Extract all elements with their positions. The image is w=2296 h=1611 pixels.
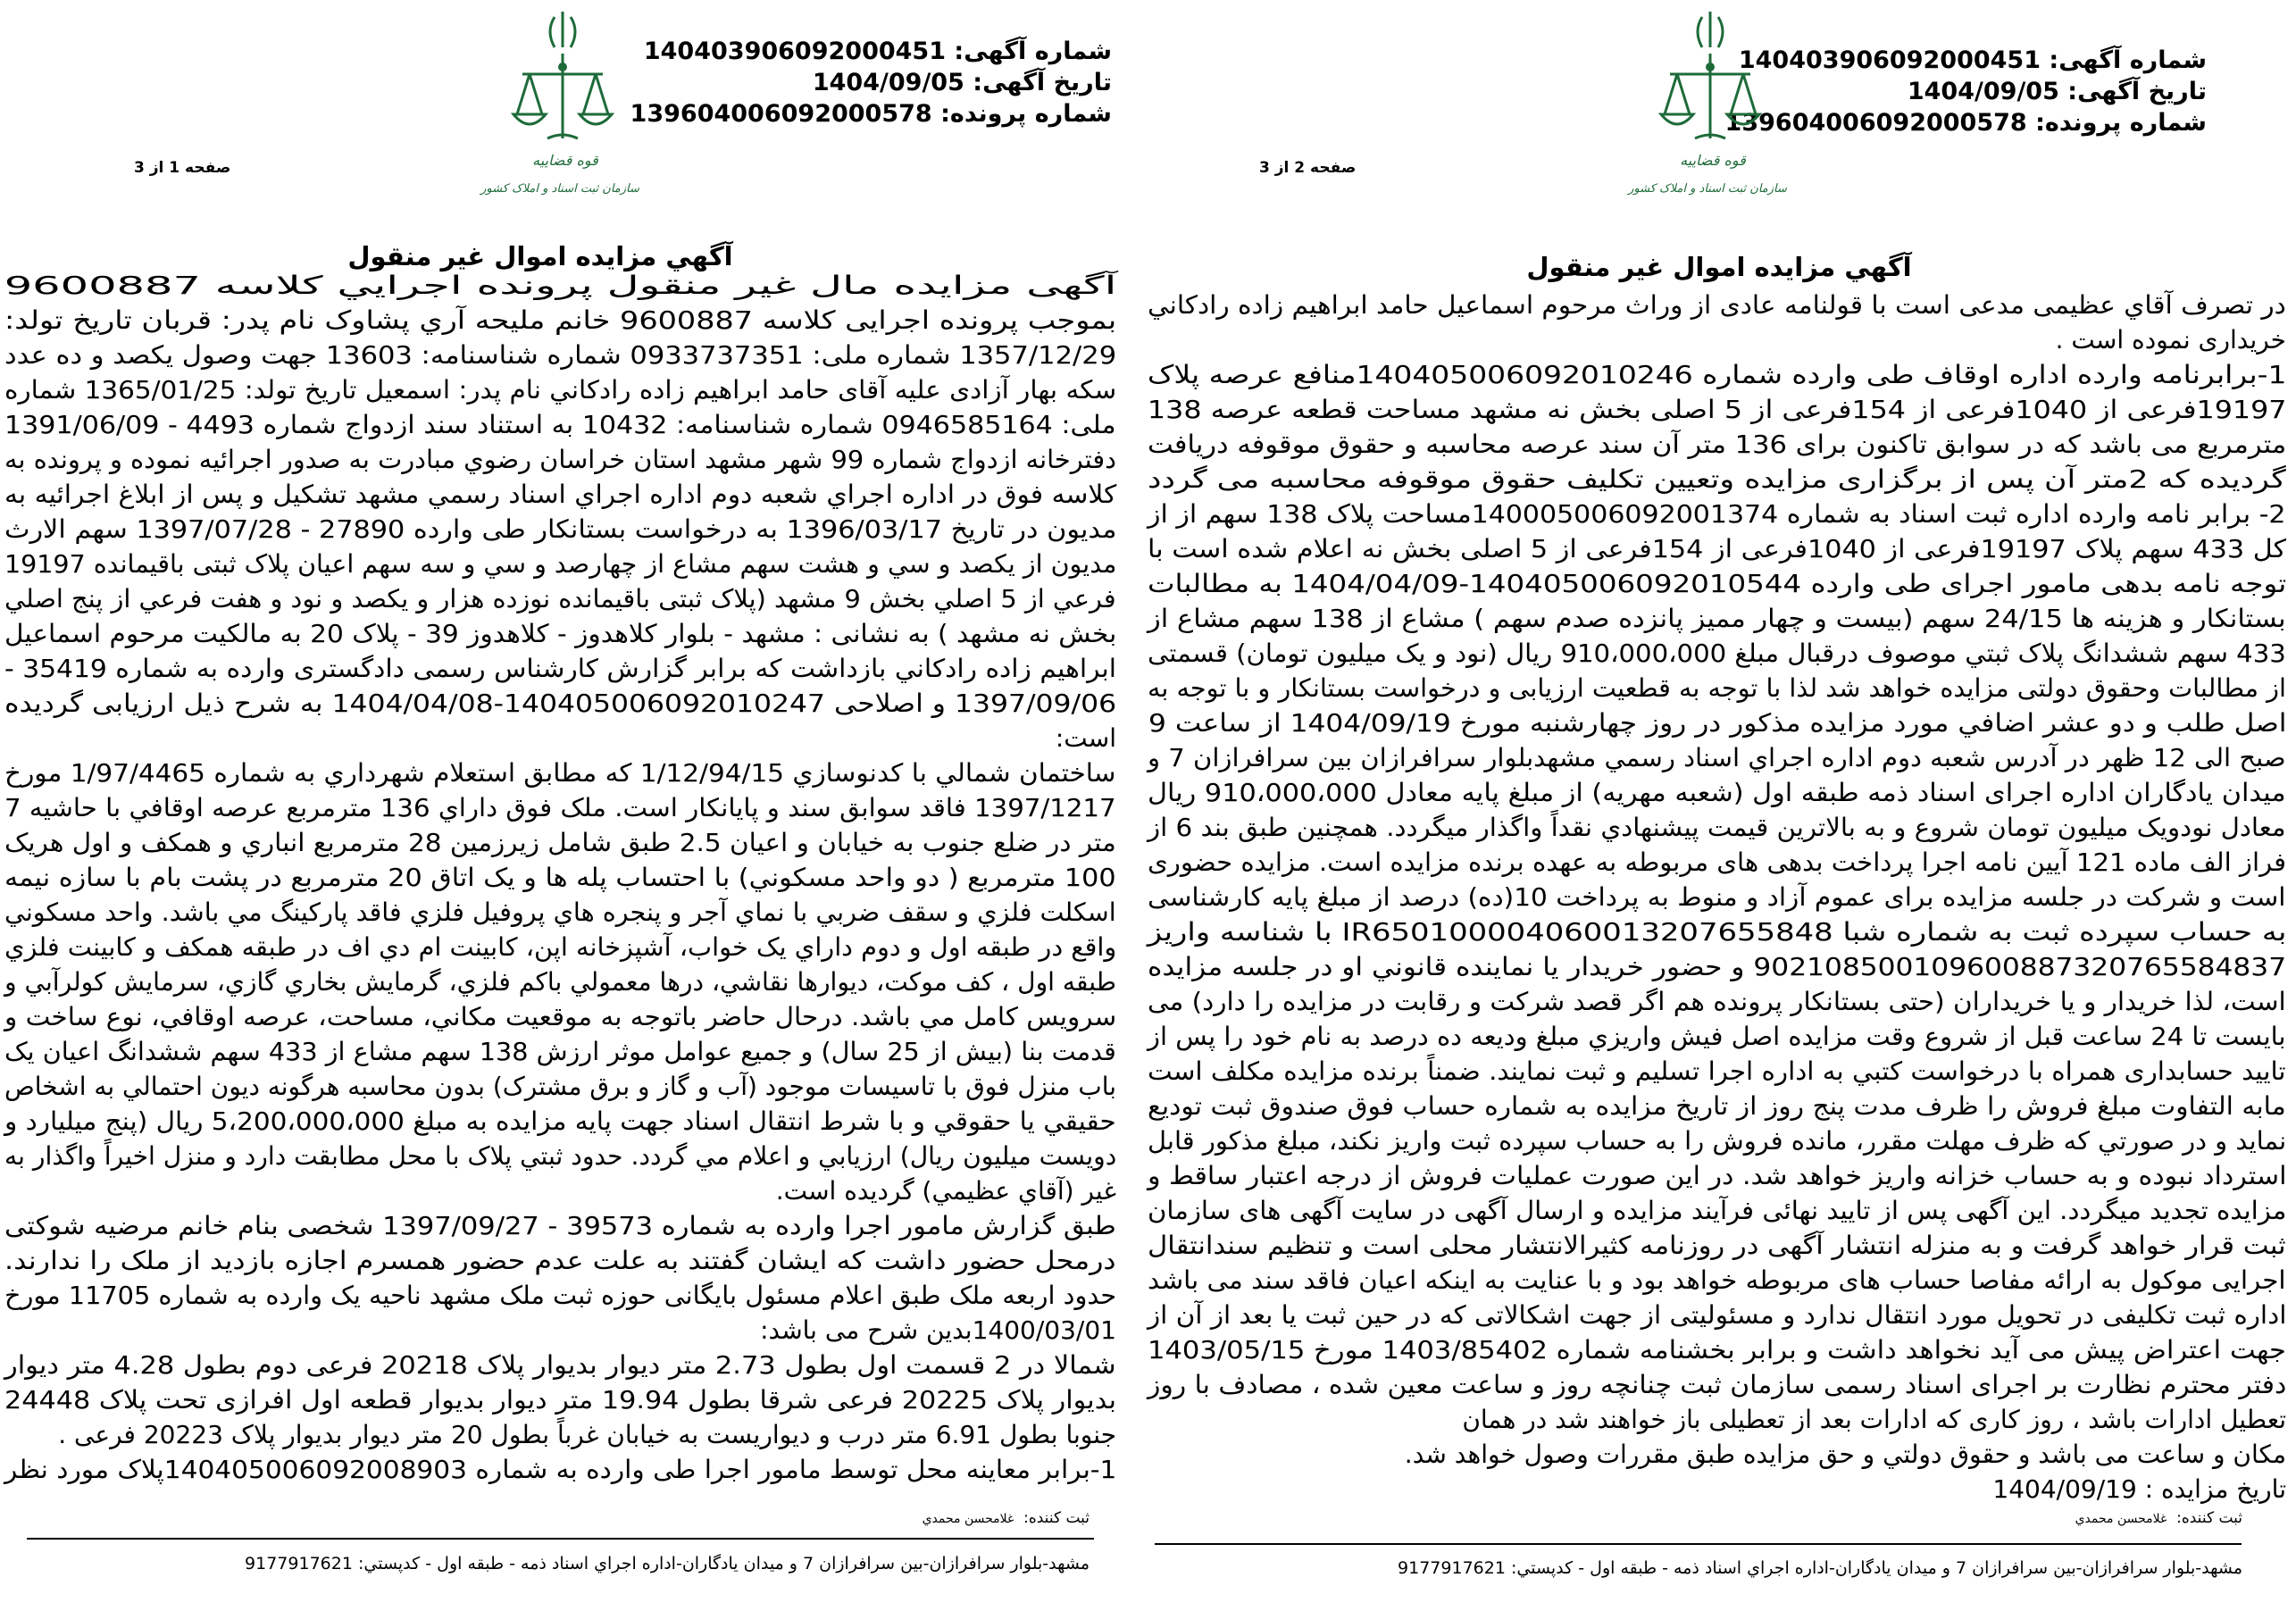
text-line-content: متر در ضلع جنوب به خيابان و اعيان 2.5 طبق شامل زيرزمين 28 مترمربع انباري و همکف و اول هريک [4, 828, 1116, 857]
text-line-content: 1-برابرنامه وارده اداره اوقاف طی وارده شماره 140405006092010246منافع عرصه پلاک [1147, 360, 2286, 389]
text-line [4, 1278, 1116, 1313]
registrar: ثبت کننده: غلامحسن محمدي [922, 1509, 1090, 1527]
text-line [4, 1382, 1116, 1417]
text-line-content: نمايد و در صورتي که ظرف مهلت مقرر، مانده فروش را به حساب سپرده ثبت واريز نکند، مبلغ مذکور قابل [1147, 1126, 2286, 1156]
text-line [1148, 288, 2286, 322]
text-line-content: جنوبا بطول 6.91 متر درب و ديواريست به خيابان غرباً بطول 20 متر ديوار بديوار پلاک 20223 فرعی . [58, 1420, 1116, 1449]
office-address: مشهد-بلوار سرافرازان-بين سرافرازان 7 و ميدان يادگاران-اداره اجراي اسناد ذمه - طبقه اول - کدپستي: 9177917621 [245, 1554, 1090, 1573]
text-line [1148, 1158, 2286, 1193]
svg-text:قوه قضاییه: قوه قضاییه [532, 152, 598, 169]
text-line [1148, 497, 2286, 531]
ad-date: تاریخ آگهی: 1404/09/05 [812, 69, 1112, 96]
text-line [4, 825, 1116, 860]
footer-divider [27, 1538, 1094, 1540]
svg-text:قوه قضاییه: قوه قضاییه [1680, 152, 1746, 169]
text-line-content: 1357/12/29 شماره ملی: 0933737351 شماره شناسنامه: 13603 جهت وصول يکصد و ده عدد [4, 340, 1116, 370]
text-line-content: بستانکار و هزينه ها 24/15 سهم (بيست و چهار مميز پانزده صدم سهم ) مشاع از 138 سهم مشاع از [1148, 604, 2286, 633]
page-number: صفحه 1 از 3 [134, 159, 231, 177]
file-number: شماره پرونده: 139604006092000578 [1724, 109, 2207, 137]
text-line [4, 616, 1116, 651]
text-line [4, 721, 1116, 755]
text-line-content: مزايده تجديد ميگردد. اين آگهی پس از تاييد نهائی فرآيند مزايده و ارسال آگهی در سايت آگهی های سازمان [1147, 1196, 2286, 1225]
text-line-content: 100 مترمربع ( دو واحد مسکوني) با احتساب پله ها و يک اتاق 20 مترمربع در پشت بام با سازه نيمه [4, 863, 1116, 892]
text-line [4, 895, 1116, 930]
text-line-content: غير (آقاي عظيمي) گرديده است. [775, 1176, 1116, 1206]
text-line-content: اسکلت فلزي و سقف ضربي با نماي آجر و پنجره هاي پروفيل فلزي فاقد پارکينگ مي باشد. واحد مسکوني [4, 897, 1116, 927]
text-line-content: سرويس کامل مي باشد. درحال حاضر باتوجه به موقعيت مکاني، مساحت، عرصه اوقافي، نوع ساخت و [4, 1002, 1116, 1031]
text-line-content: 1-برابر معاينه محل توسط مامور اجرا طی وارده به شماره 140405006092008903پلاک مورد نظر [4, 1455, 1116, 1484]
text-line [4, 1452, 1116, 1487]
text-line [4, 860, 1116, 895]
text-line [1148, 671, 2286, 705]
text-line [4, 1069, 1116, 1104]
text-line-content: آگهی مزايده مال غير منقول پرونده اجرايي کلاسه 9600887 [4, 271, 1116, 300]
text-line-content: طبقه اول ، کف موکت، ديوارها نقاشي، درها معمولي باکم فلزي، گرمايش بخاري گازي، سرمايش کولرآبي و [4, 967, 1116, 997]
text-line [4, 1173, 1116, 1208]
text-line [1148, 984, 2286, 1019]
text-line-content: مديون از يکصد و سي و هشت سهم مشاع از چهارصد و سي و سه سهم اعيان پلاک ثبتی باقيمانده 19197 [4, 549, 1116, 579]
text-line [1148, 775, 2286, 810]
text-line [1148, 392, 2286, 427]
text-line-content: به حساب سپرده ثبت به شماره شبا IR650100004060013207655848 با شناسه واريز [1147, 917, 2286, 947]
text-line [1148, 880, 2286, 914]
text-line-content: است و شرکت در جلسه مزايده برای عموم آزاد و منوط به پرداخت 10(ده) درصد از مبلغ پايه کارشناسی [1148, 882, 2286, 912]
notice-body [1148, 288, 2286, 1507]
text-line-content: فراز الف ماده 121 آيين نامه اجرا پرداخت بدهی های مربوطه به عهده برنده مزايده است. مزايده حضوری [1147, 847, 2286, 877]
text-line [1148, 949, 2286, 984]
text-line-content: بخش نه مشهد ) به نشانی : مشهد - بلوار کلاهدوز - کلاهدوز 39 - پلاک 20 به مالکيت مرحوم اسماعيل [4, 619, 1116, 648]
text-line [4, 1313, 1116, 1348]
text-line-content: اصل طلب و دو عشر اضافي مورد مزايده مذکور در روز چهارشنبه مورخ 1404/09/19 از ساعت 9 [1148, 708, 2286, 738]
text-line-content: کلاسه فوق در اداره اجراي شعبه دوم اداره اجراي اسناد رسمي مشهد تشکيل و پس از ابلاغ اجرائيه به [4, 480, 1116, 509]
judiciary-emblem-logo [480, 4, 639, 205]
text-line-content: دفترخانه ازدواج شماره 99 شهر مشهد استان خراسان رضوي مبادرت به صدور اجرائيه نموده و پرونده به [4, 445, 1116, 474]
text-line-content: دفتر محترم نظارت بر اجرای اسناد رسمی سازمان ثبت چنانچه روز و ساعت معين شده ، مصادف با روز [1147, 1370, 2286, 1399]
text-line [1148, 1437, 2286, 1472]
text-line [1148, 1019, 2286, 1054]
text-line-content: 902108500109600887320765584837 و حضور خريدار يا نماينده قانوني او در جلسه مزايده [1147, 952, 2286, 981]
judiciary-emblem-logo [1628, 4, 1787, 205]
registrar: ثبت کننده: غلامحسن محمدي [2075, 1509, 2242, 1527]
text-line [1148, 462, 2286, 497]
text-line [4, 581, 1116, 616]
text-line-content: کل 433 سهم پلاک 19197فرعی از 1040فرعی از 154فرعی از 5 اصلی بخش نه اعلام شده است با [1148, 534, 2286, 563]
text-line [1148, 1193, 2286, 1228]
text-line [4, 999, 1116, 1034]
text-line-content: مترمربع می باشد که در سوابق تاکنون برای 136 متر آن سند عرصه محاسبه و حقوق موقوفه دريافت [1147, 430, 2286, 459]
text-line [4, 1243, 1116, 1278]
text-line-content: بديوار پلاک 20225 فرعی شرقا بطول 19.94 متر ديوار بديوار قطعه اول افرازی تحت پلاک 24448 [4, 1385, 1116, 1415]
text-line [4, 268, 1116, 303]
text-line-content: ميدان يادگاران اداره اجرای اسناد ذمه طبقه اول (شعبه مهريه) از مبلغ پايه معادل 910،000،000 ريال [1148, 778, 2286, 807]
notice-info-block [630, 36, 1112, 129]
text-line-content: طبق گزارش مامور اجرا وارده به شماره 39573 - 1397/09/27 شخصی بنام خانم مرضيه شوکتی [4, 1211, 1116, 1240]
text-line [4, 512, 1116, 547]
text-line-content: واقع در طبقه اول و دوم داراي يک خواب، آشپزخانه اپن، کابينت ام دي اف در طبقه همکف و کابينت فلزي [4, 932, 1116, 962]
text-line [4, 372, 1116, 407]
text-line [1148, 1123, 2286, 1158]
notice-title: آگهي مزايده اموال غير منقول [1526, 252, 1912, 282]
svg-text:سازمان ثبت اسناد و املاک کشور: سازمان ثبت اسناد و املاک کشور [480, 182, 639, 196]
text-line [4, 477, 1116, 512]
text-line-content: جهت اعتراض پيش می آيد نخواهد داشت و برابر بخشنامه شماره 1403/85402 مورخ 1403/05/15 [1148, 1335, 2286, 1365]
text-line-content: بموجب پرونده اجرايی کلاسه 9600887 خانم مليحه آري پشاوک نام پدر: قربان تاريخ تولد: [4, 305, 1116, 335]
text-line-content: تاريخ مزايده : 1404/09/19 [1992, 1474, 2286, 1504]
text-line-content: از مطالبات وحقوق دولتی مزايده خواهد شد لذا با توجه به قطعيت ارزيابی و درخواست بستانکار و با توجه به [1148, 673, 2286, 703]
text-line [1148, 1332, 2286, 1367]
notice-info-block [1725, 45, 2207, 138]
text-line [1148, 636, 2286, 671]
text-line-content: 1397/1217 فاقد سوابق سند و پايانکار است. ملک فوق داراي 136 مترمربع عرصه اوقافي با حاشيه 7 [4, 793, 1116, 822]
text-line [1148, 531, 2286, 566]
text-line [4, 930, 1116, 964]
text-line [1148, 322, 2286, 357]
footer-divider [1155, 1543, 2242, 1545]
text-line [1148, 1054, 2286, 1089]
text-line-content: دويست ميليون ريال) ارزيابي و اعلام مي گردد. حدود ثبتي پلاک با محل مطابقت دارد و منزل اخيراً واگذار به [4, 1141, 1116, 1171]
text-line-content: 1400/03/01بدين شرح می باشد: [760, 1315, 1116, 1345]
text-line-content: حدود اربعه ملک طبق اعلام مسئول بايگانی حوزه ثبت ملک مشهد ناحيه يک وارده به شماره 11705 مورخ [4, 1281, 1116, 1310]
page-number: صفحه 2 از 3 [1259, 159, 1357, 177]
text-line-content: 1397/09/06 و اصلاحی 140405006092010247-1404/04/08 به شرح ذيل ارزيابی گرديده [4, 689, 1116, 718]
text-line-content: ابراهيم زاده رادکاني بازداشت که برابر گزارش کارشناس رسمی دادگستری وارده به شماره 35419 - [4, 654, 1117, 683]
text-line-content: مکان و ساعت می باشد و حقوق دولتي و حق مزايده طبق مقررات وصول خواهد شد. [1404, 1440, 2286, 1469]
text-line [4, 1139, 1116, 1173]
text-line-content: اداره ثبت تکليفی در تحويل مورد انتقال ندارد و مسئوليتی از جهت اشکالاتی که در حين ثبت يا بعد از آن از [1147, 1300, 2286, 1330]
text-line [4, 1348, 1116, 1382]
text-line-content: مابه التفاوت مبلغ فروش را ظرف مدت پنج روز از تاريخ مزايده به شماره حساب فوق صندوق ثبت توديع [1148, 1091, 2286, 1121]
text-line [4, 1034, 1116, 1069]
notice-title: آگهي مزايده اموال غير منقول [347, 241, 733, 271]
text-line-content: تعطيل ادارات باشد ، روز کاری که ادارات بعد از تعطيلی باز خواهند شد در همان [1462, 1405, 2286, 1434]
text-line [4, 755, 1116, 790]
text-line-content: ملی: 0946585164 شماره شناسنامه: 10432 به استناد سند ازدواج شماره 4493 - 1391/06/09 [4, 410, 1116, 439]
notice-body [4, 268, 1116, 1487]
text-line [4, 1208, 1116, 1243]
text-line [1148, 1298, 2286, 1332]
text-line-content: سکه بهار آزادی عليه آقای حامد ابراهيم زاده رادکاني نام پدر: اسمعيل تاريخ تولد: 1365/01/25 شماره [4, 375, 1116, 405]
text-line [1148, 845, 2286, 880]
office-address: مشهد-بلوار سرافرازان-بين سرافرازان 7 و ميدان يادگاران-اداره اجراي اسناد ذمه - طبقه اول - کدپستي: 9177917621 [1398, 1558, 2242, 1578]
text-line [4, 1104, 1116, 1139]
text-line [4, 790, 1116, 825]
svg-text:سازمان ثبت اسناد و املاک کشور: سازمان ثبت اسناد و املاک کشور [1628, 182, 1787, 196]
text-line-content: ثبت قرار خواهد گرفت و به منزله انتشار آگهی در روزنامه کثيرالانتشار محلی است و تنظيم سندانتقال [1148, 1231, 2286, 1260]
text-line-content: معادل نودويک ميليون تومان شروع و به بالاترين قيمت پيشنهادي نقداً واگذار ميگردد. همچنين طبق بند 6 از [1148, 813, 2286, 842]
text-line-content: قدمت بنا (بيش از 25 سال) و جميع عوامل موثر ارزش 138 سهم مشاع از 433 سهم ششدانگ اعيان يک [4, 1037, 1116, 1066]
text-line-content: حقيقي يا حقوقي و با شرط انتقال اسناد جهت پايه مزايده به مبلغ 5،200،000،000 ريال (پنج ميليارد و [4, 1106, 1117, 1136]
text-line [4, 651, 1116, 686]
text-line-content: تاييد حسابداری همراه با درخواست کتبي به اداره اجرا تسليم و ثبت نمايند. ضمناً برنده مزايده مکلف است [1148, 1056, 2286, 1086]
text-line-content: است: [1055, 723, 1116, 753]
text-line [1148, 1402, 2286, 1437]
text-line [1148, 1263, 2286, 1298]
text-line-content: بايست تا 24 ساعت قبل از شروع وقت مزايده اصل فيش واريزي مبلغ وديعه ده درصد به نام خود را پس از [1148, 1022, 2286, 1051]
text-line [1148, 1228, 2286, 1263]
text-line-content: خريداری نموده است . [2055, 325, 2286, 355]
text-line-content: اجرايی موکول به ارائه مفاصا حساب های مربوطه خواهد بود و با عنايت به اينکه اعيان فاقد سند می باشد [1148, 1265, 2286, 1295]
text-line-content: مديون در تاريخ 1396/03/17 به درخواست بستانکار طی وارده 27890 - 1397/07/28 سهم الارث [4, 514, 1116, 544]
file-number: شماره پرونده: 139604006092000578 [630, 100, 1112, 128]
text-line [4, 303, 1116, 338]
text-line [1148, 427, 2286, 462]
text-line [4, 686, 1116, 721]
text-line-content: 2- برابر نامه وارده اداره ثبت اسناد به شماره 140005006092001374مساحت پلاک 138 سهم از از [1148, 499, 2286, 529]
text-line [4, 407, 1116, 442]
text-line [1148, 740, 2286, 775]
text-line [4, 1417, 1116, 1452]
text-line [1148, 705, 2286, 740]
text-line-content: استرداد نبوده و به حساب خزانه واريز خواهد شد. در اين صورت عمليات فروش از درجه اعتبار ساقط و [1147, 1161, 2286, 1190]
text-line-content: گرديده که 2متر آن پس از برگزاری مزايده وتعيين تکليف حقوق موقوفه محاسبه می گردد [1148, 464, 2286, 494]
ad-number: شماره آگهی: 140403906092000451 [643, 38, 1112, 65]
text-line [1148, 357, 2286, 392]
text-line-content: صبح الی 12 ظهر در آدرس شعبه دوم اداره اجراي اسناد رسمي مشهدبلوار سرافرازان بين سرافرازان 7 و [1148, 743, 2286, 772]
ad-date: تاریخ آگهی: 1404/09/05 [1907, 78, 2207, 105]
text-line [1148, 601, 2286, 636]
text-line [1148, 810, 2286, 845]
text-line [1148, 566, 2286, 601]
text-line [1148, 1367, 2286, 1402]
text-line-content: شمالا در 2 قسمت اول بطول 2.73 متر ديوار بديوار پلاک 20218 فرعی دوم بطول 4.28 متر ديوار [4, 1350, 1116, 1380]
text-line [4, 547, 1116, 581]
text-line [1148, 914, 2286, 949]
text-line-content: 433 سهم ششدانگ پلاک ثبتي موصوف درقبال مبلغ 910،000،000 ريال (نود و يک ميليون تومان) قسمتی [1148, 639, 2286, 668]
text-line-content: است، لذا خريدار و يا خريداران (حتی بستانکار پرونده هم اگر قصد شرکت و رقابت در مزايده را دارد) می [1148, 987, 2286, 1016]
text-line-content: ساختمان شمالي با کدنوسازي 1/12/94/15 که مطابق استعلام شهرداري به شماره 1/97/4465 مورخ [4, 758, 1116, 788]
text-line [1148, 1472, 2286, 1507]
text-line [4, 964, 1116, 999]
text-line-content: 19197فرعی از 1040فرعی از 154فرعی از 5 اصلی بخش نه مشهد مساحت قطعه عرصه 138 [1147, 395, 2286, 424]
text-line-content: باب منزل فوق با تاسيسات موجود (آب و گاز و برق مشترک) بدون محاسبه هرگونه ديون احتمالي به اشخاص [4, 1072, 1116, 1101]
text-line-content: درمحل حضور داشت که ايشان گفتند به علت عدم حضور همسرم اجازه بازديد از ملک را ندارند. [4, 1246, 1116, 1275]
text-line-content: توجه نامه بدهی مامور اجرای طی وارده 140405006092010544-1404/04/09 به مطالبات [1147, 569, 2286, 598]
text-line-content: فرعي از 5 اصلي بخش 9 مشهد (پلاک ثبتی باقيمانده نوزده هزار و يکصد و نود و هفت فرعي از پنج اصلي [4, 584, 1116, 614]
text-line [4, 338, 1116, 372]
text-line [1148, 1089, 2286, 1123]
notice-page-2 [1148, 0, 2296, 1611]
text-line [4, 442, 1116, 477]
text-line-content: در تصرف آقاي عظيمی مدعی است با قولنامه عادی از وراث مرحوم اسماعيل حامد ابراهيم زاده رادکاني [1148, 290, 2286, 320]
ad-number: شماره آگهی: 140403906092000451 [1738, 46, 2207, 74]
